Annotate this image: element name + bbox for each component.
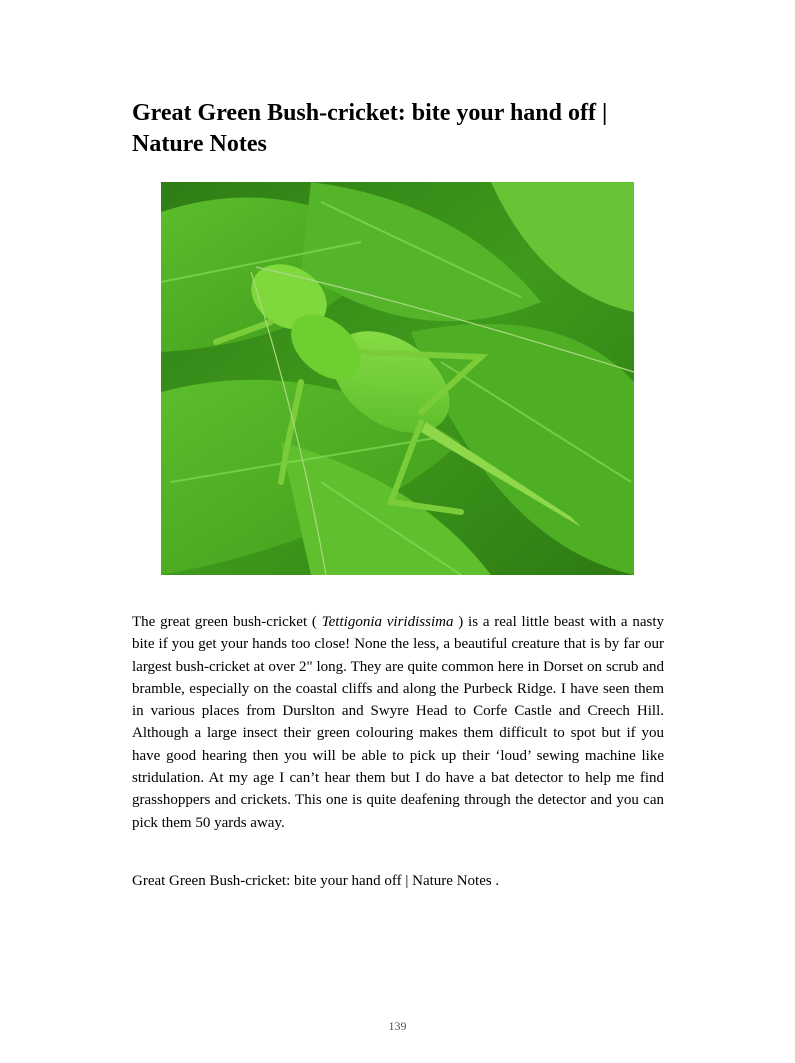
page-title: Great Green Bush-cricket: bite your hand off | Nature Notes <box>132 100 608 157</box>
paragraph-body: ) is a real little beast with a nasty bite if you get your hands too close! None the less, a beautiful creature that is by far our largest bush-cricket at over 2" long. They are quite common here in Dorset on scrub and bramble, especially on the coastal cliffs and along the Purbeck Ridge. I have seen them in various places from Durslton and Swyre Head to Corfe Castle and Creech Hill. Although a large insect their green colouring makes them difficult to spot but if you have good hearing then you will be able to pick up their ‘loud’ sewing machine like stridulation. At my age I can’t hear them but I do have a bat detector to help me find grasshoppers and crickets. This one is quite deafening through the detector and you can pick them 50 yards away. <box>132 614 664 831</box>
bush-cricket-photo <box>161 182 634 575</box>
species-name: Tettigonia viridissima <box>321 614 454 630</box>
paragraph-intro: The great green bush-cricket ( <box>132 614 322 630</box>
page-number: 139 <box>388 1019 407 1033</box>
source-link[interactable]: Great Green Bush-cricket: bite your hand off | Nature Notes . <box>132 873 500 889</box>
article-paragraph <box>132 611 664 834</box>
